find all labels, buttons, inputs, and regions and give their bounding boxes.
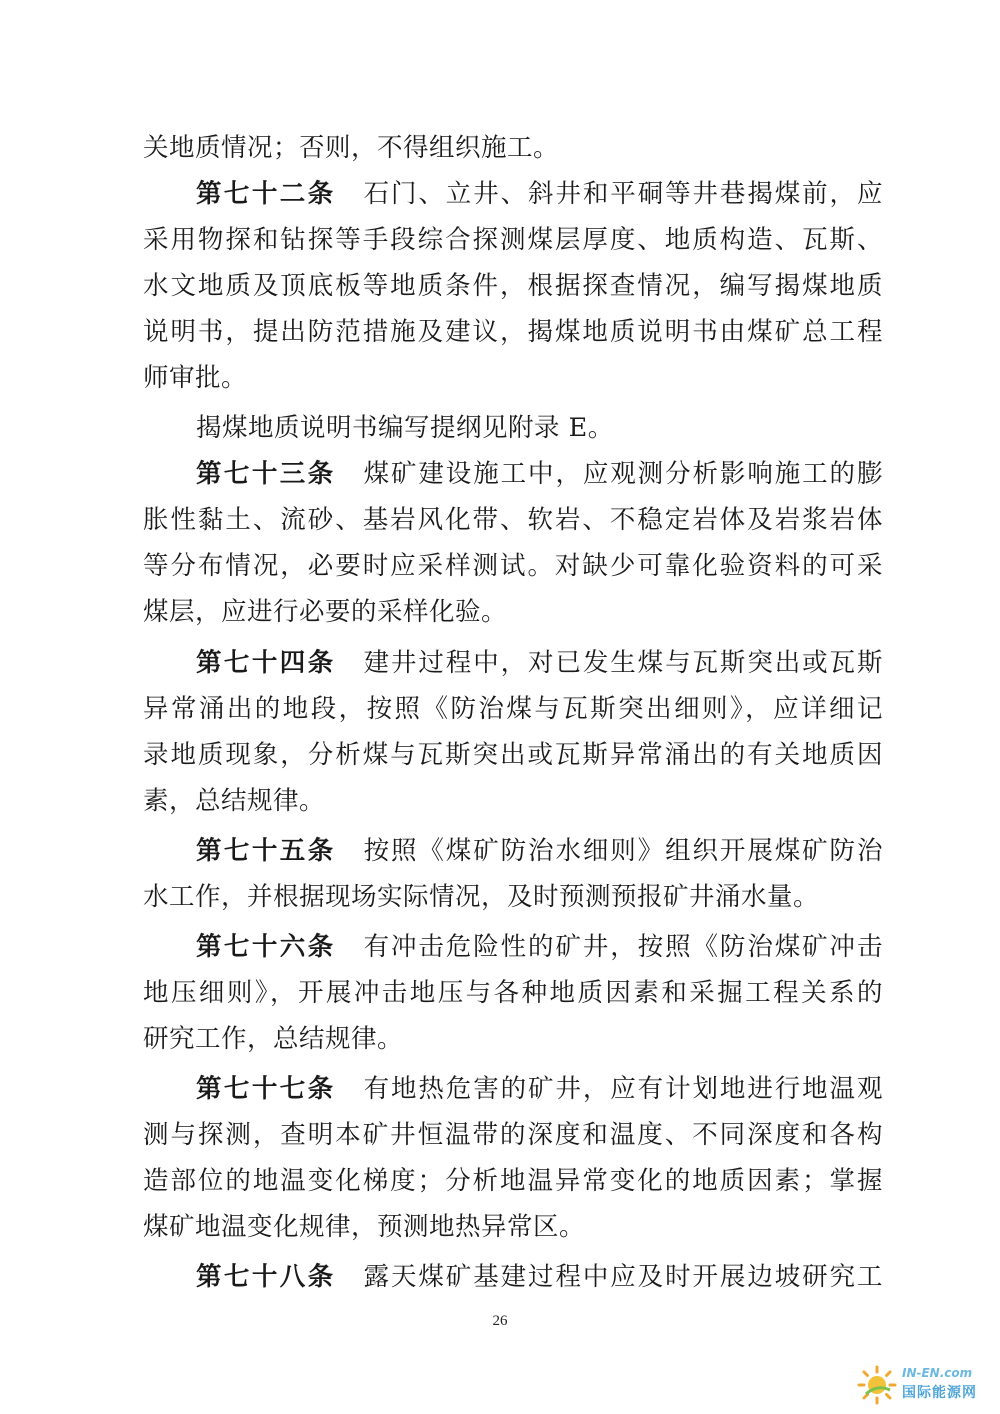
- article-number: 第七十三条: [196, 459, 336, 489]
- article-line: 第七十三条 煤矿建设施工中，应观测分析影响施工的膨: [196, 459, 883, 489]
- text-line: 师审批。: [143, 363, 248, 393]
- article-line: 第七十二条 石门、立井、斜井和平硐等井巷揭煤前，应: [196, 179, 883, 209]
- text-line: 水工作，并根据现场实际情况，及时预测预报矿井涌水量。: [143, 882, 820, 912]
- text-line: 等分布情况，必要时应采样测试。对缺少可靠化验资料的可采: [143, 551, 883, 581]
- article-line: 第七十五条 按照《煤矿防治水细则》组织开展煤矿防治: [196, 836, 883, 866]
- watermark-en: IN-EN.com: [902, 1366, 973, 1380]
- watermark-logo: [856, 1362, 996, 1408]
- text-line: 测与探测，查明本矿井恒温带的深度和温度、不同深度和各构: [143, 1120, 883, 1150]
- article-line: 第七十七条 有地热危害的矿井，应有计划地进行地温观: [196, 1074, 883, 1104]
- text-line: 煤矿地温变化规律，预测地热异常区。: [143, 1212, 586, 1242]
- watermark-cn: 国际能源网: [902, 1385, 977, 1401]
- article-number: 第七十七条: [196, 1074, 336, 1104]
- text-line: 造部位的地温变化梯度；分析地温异常变化的地质因素；掌握: [143, 1166, 883, 1196]
- text-line: 胀性黏土、流砂、基岩风化带、软岩、不稳定岩体及岩浆岩体: [143, 505, 883, 535]
- text-line: 说明书，提出防范措施及建议，揭煤地质说明书由煤矿总工程: [143, 317, 883, 347]
- text-line: 采用物探和钻探等手段综合探测煤层厚度、地质构造、瓦斯、: [143, 225, 883, 255]
- article-line: 第七十八条 露天煤矿基建过程中应及时开展边坡研究工: [196, 1262, 883, 1292]
- article-number: 第七十二条: [196, 179, 336, 209]
- text-line: 水文地质及顶底板等地质条件，根据探查情况，编写揭煤地质: [143, 271, 883, 301]
- page-number: 26: [492, 1313, 508, 1329]
- article-number: 第七十五条: [196, 836, 336, 866]
- article-number: 第七十八条: [196, 1262, 336, 1292]
- article-line: 第七十六条 有冲击危险性的矿井，按照《防治煤矿冲击: [196, 932, 883, 962]
- text-line: 异常涌出的地段，按照《防治煤与瓦斯突出细则》，应详细记: [143, 694, 883, 724]
- text-line: 关地质情况；否则，不得组织施工。: [143, 133, 560, 163]
- text-line: 素，总结规律。: [143, 786, 326, 816]
- text-line: 煤层，应进行必要的采样化验。: [143, 597, 508, 627]
- text-line: 地压细则》，开展冲击地压与各种地质因素和采掘工程关系的: [143, 978, 883, 1008]
- text-line: 录地质现象，分析煤与瓦斯突出或瓦斯异常涌出的有关地质因: [143, 740, 883, 770]
- text-line: 研究工作，总结规律。: [143, 1024, 404, 1054]
- article-number: 第七十四条: [196, 648, 336, 678]
- text-line: 揭煤地质说明书编写提纲见附录 E。: [196, 413, 614, 443]
- article-line: 第七十四条 建井过程中，对已发生煤与瓦斯突出或瓦斯: [196, 648, 883, 678]
- article-number: 第七十六条: [196, 932, 336, 962]
- sun-logo-icon: [856, 1364, 898, 1406]
